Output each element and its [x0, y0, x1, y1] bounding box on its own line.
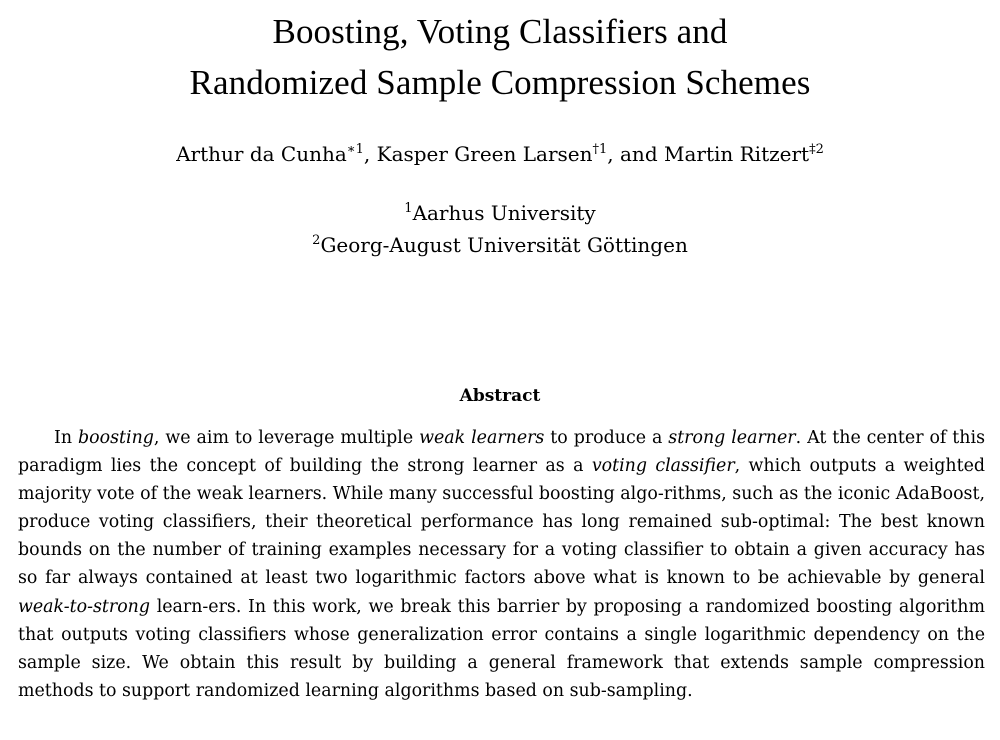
author-name: Martin Ritzert — [663, 142, 810, 166]
affiliation-name: Georg-August Universität Göttingen — [320, 233, 688, 257]
author-name: Kasper Green Larsen — [376, 142, 593, 166]
affiliation-number: 1 — [404, 201, 413, 216]
affiliation-name: Aarhus University — [412, 201, 596, 225]
abstract-emphasis: weak learners — [419, 428, 545, 448]
abstract-text: , we aim to leverage multiple — [153, 428, 420, 448]
abstract-emphasis: strong learner — [668, 428, 796, 448]
abstract-text: . At the center of this paradigm lies the concept of building the strong learner as a — [18, 428, 985, 477]
author-footnote-marks: ‡2 — [809, 142, 824, 157]
author-footnote-marks: †1 — [592, 142, 608, 157]
author-list — [0, 140, 1000, 168]
abstract-text: In — [54, 428, 79, 448]
abstract-body — [18, 424, 985, 705]
author-separator: , — [363, 142, 377, 166]
title-line-1: Boosting, Voting Classifiers and — [272, 12, 728, 51]
paper-title — [0, 6, 1000, 108]
author-separator: , and — [607, 142, 664, 166]
affiliation — [0, 197, 1000, 229]
abstract-text: , which outputs a weighted majority vote of the weak learners. While many successful boosting algo-rithms, such as the iconic AdaBoost, produce voting classifiers, their theoretical performance has long remained sub-optimal: The best known bounds on the number of training examples necessary for a voting classifier to obtain a given accuracy has so far always contained at least two logarithmic factors above what is known to be achievable by general — [18, 456, 985, 589]
abstract-text: to produce a — [544, 428, 669, 448]
affiliation — [0, 229, 1000, 261]
abstract-emphasis: voting classifier — [591, 456, 735, 477]
abstract-text: learn-ers. In this work, we break this barrier by proposing a randomized boosting algorithm that outputs voting classifiers whose generalization error contains a single logarithmic dependency on the sample size. We obtain this result by building a general framework that extends sample compression methods to support randomized learning algorithms based on sub-sampling. — [18, 596, 985, 701]
abstract-emphasis: boosting — [78, 428, 154, 448]
title-line-2: Randomized Sample Compression Schemes — [189, 63, 811, 102]
author-name: Arthur da Cunha — [176, 142, 347, 166]
author-footnote-marks: ∗1 — [346, 142, 364, 157]
affiliation-number: 2 — [312, 233, 321, 248]
abstract-emphasis: weak-to-strong — [18, 596, 151, 617]
affiliation-list — [0, 197, 1000, 261]
abstract-heading: Abstract — [459, 386, 541, 406]
